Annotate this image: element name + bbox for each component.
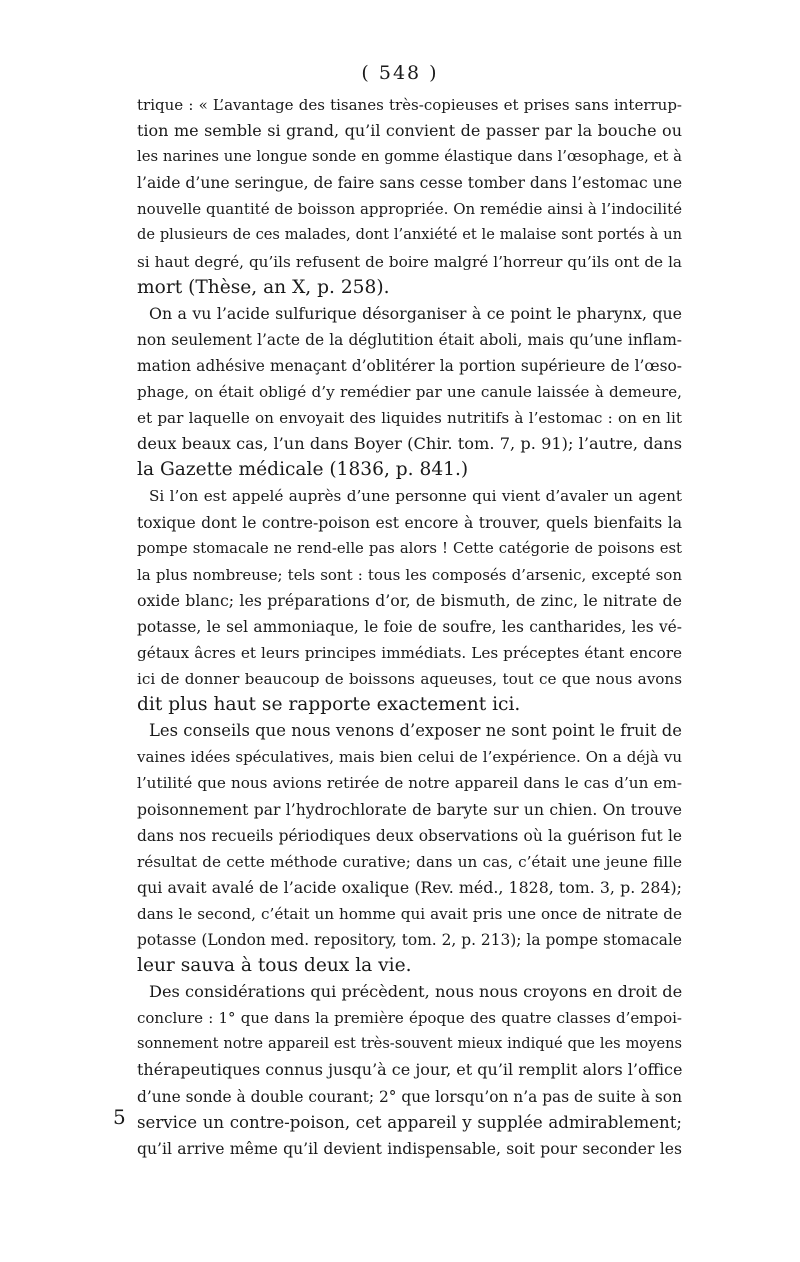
text-line: Si l’on est appelé auprès d’une personne qui vient d’avaler un agent — [149, 487, 682, 506]
text-line: de plusieurs de ces malades, dont l’anxiété et le malaise sont portés à un — [137, 226, 682, 244]
signature-mark: 5 — [113, 1105, 126, 1129]
text-line: dans nos recueils périodiques deux observations où la guérison fut le — [137, 826, 682, 845]
text-line: deux beaux cas, l’un dans Boyer (Chir. tom. 7, p. 91); l’autre, dans — [137, 434, 682, 454]
text-line: mort (Thèse, an X, p. 258). — [137, 276, 390, 298]
text-line: gétaux âcres et leurs principes immédiats. Les préceptes étant encore — [137, 643, 682, 662]
text-line: et par laquelle on envoyait des liquides nutritifs à l’estomac : on en lit — [137, 409, 682, 428]
text-line: les narines une longue sonde en gomme élastique dans l’œsophage, et à — [137, 148, 682, 166]
text-line: la plus nombreuse; tels sont : tous les composés d’arsenic, excepté son — [137, 565, 682, 584]
text-line: oxide blanc; les préparations d’or, de bismuth, de zinc, le nitrate de — [137, 590, 682, 610]
paragraph-3 — [137, 483, 682, 718]
text-line: tion me semble si grand, qu’il convient de passer par la bouche ou — [137, 121, 682, 141]
text-line: Les conseils que nous venons d’exposer ne sont point le fruit de — [149, 721, 682, 741]
body-text — [137, 92, 682, 1162]
paragraph-2 — [137, 301, 682, 484]
text-line: thérapeutiques connus jusqu’à ce jour, et qu’il remplit alors l’office — [137, 1060, 682, 1080]
text-line: d’une sonde à double courant; 2° que lorsqu’on n’a pas de suite à son — [137, 1087, 682, 1106]
text-line: qu’il arrive même qu’il devient indispensable, soit pour seconder les — [137, 1139, 682, 1158]
text-line: toxique dont le contre-poison est encore à trouver, quels bienfaits la — [137, 513, 682, 532]
text-line: dans le second, c’était un homme qui avait pris une once de nitrate de — [137, 904, 682, 923]
text-line: non seulement l’acte de la déglutition était aboli, mais qu’une inflam- — [137, 330, 682, 349]
text-line: l’aide d’une seringue, de faire sans cesse tomber dans l’estomac une — [137, 174, 682, 193]
paragraph-5 — [137, 979, 682, 1162]
text-line: la Gazette médicale (1836, p. 841.) — [137, 459, 469, 481]
text-line: trique : « L’avantage des tisanes très-copieuses et prises sans interrup- — [137, 96, 682, 114]
text-line: phage, on était obligé d’y remédier par une canule laissée à demeure, — [137, 383, 682, 402]
text-line: si haut degré, qu’ils refusent de boire malgré l’horreur qu’ils ont de la — [137, 252, 682, 271]
text-line: poisonnement par l’hydrochlorate de baryte sur un chien. On trouve — [137, 800, 682, 819]
text-line: vaines idées spéculatives, mais bien celui de l’expérience. On a déjà vu — [137, 748, 682, 767]
text-line: conclure : 1° que dans la première époque des quatre classes d’empoi- — [137, 1009, 682, 1028]
text-line: potasse (London med. repository, tom. 2, p. 213); la pompe stomacale — [137, 931, 682, 949]
text-line: dit plus haut se rapporte exactement ici. — [137, 694, 521, 716]
text-line: pompe stomacale ne rend-elle pas alors ! Cette catégorie de poisons est — [137, 539, 682, 557]
text-line: nouvelle quantité de boisson appropriée. On remédie ainsi à l’indocilité — [137, 200, 682, 219]
paragraph-1 — [137, 92, 682, 301]
text-line: l’utilité que nous avions retirée de notre appareil dans le cas d’un em- — [137, 774, 682, 793]
text-line: Des considérations qui précèdent, nous nous croyons en droit de — [149, 982, 682, 1002]
text-line: qui avait avalé de l’acide oxalique (Rev. méd., 1828, tom. 3, p. 284); — [137, 877, 682, 897]
text-line: leur sauva à tous deux la vie. — [137, 955, 412, 977]
text-line: potasse, le sel ammoniaque, le foie de soufre, les cantharides, les vé- — [137, 617, 682, 636]
text-line: résultat de cette méthode curative; dans un cas, c’était une jeune fille — [137, 852, 682, 871]
text-line: sonnement notre appareil est très-souvent mieux indiqué que les moyens — [137, 1035, 682, 1053]
text-line: On a vu l’acide sulfurique désorganiser à ce point le pharynx, que — [149, 303, 682, 323]
text-line: service un contre-poison, cet appareil y supplée admirablement; — [137, 1112, 682, 1132]
paragraph-4 — [137, 718, 682, 979]
text-line: mation adhésive menaçant d’oblitérer la portion supérieure de l’œso- — [137, 356, 682, 375]
page-number: ( 548 ) — [361, 62, 439, 84]
text-line: ici de donner beaucoup de boissons aqueuses, tout ce que nous avons — [137, 670, 682, 689]
